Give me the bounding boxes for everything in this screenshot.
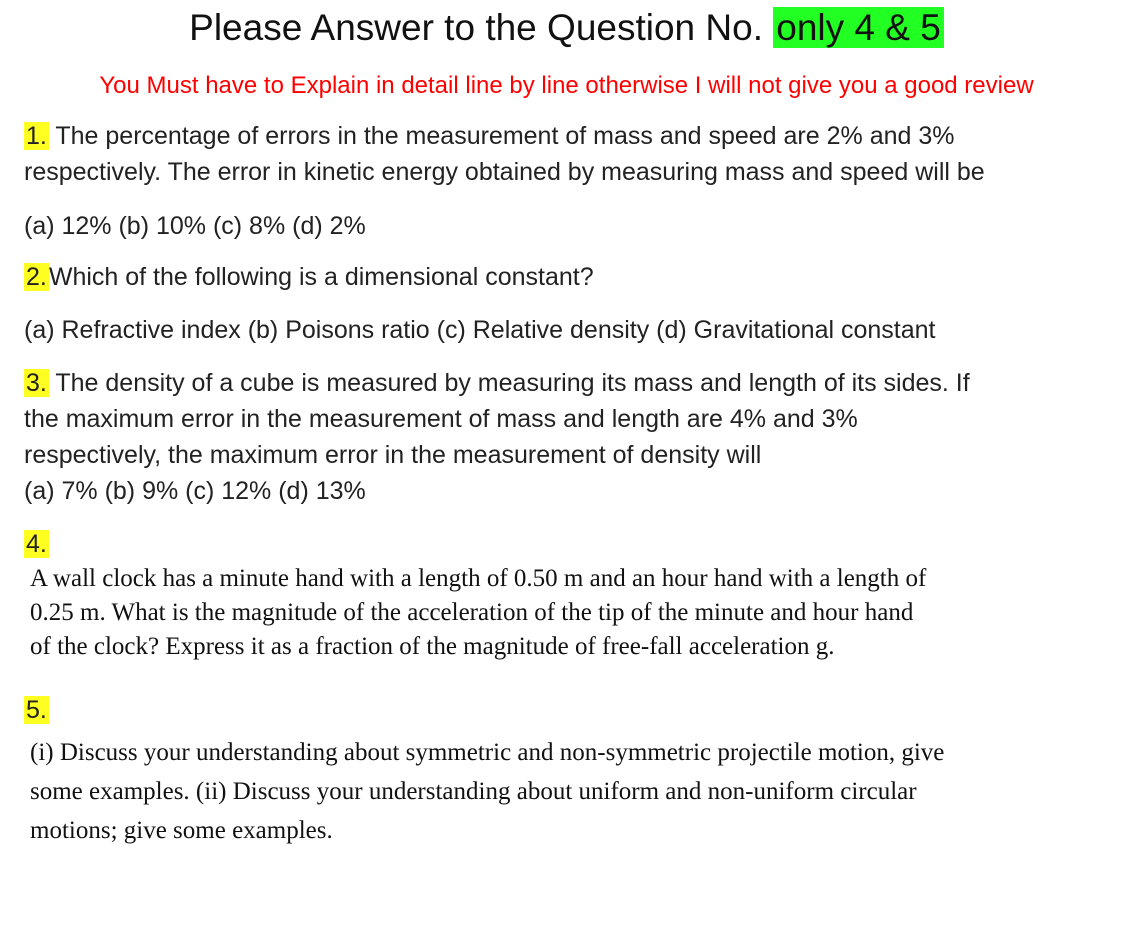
- question-1-options: [24, 208, 1114, 244]
- question-1-number: 1.: [26, 122, 47, 150]
- question-2-options: [24, 312, 1114, 348]
- question-1-text-1: The percentage of errors in the measurement of mass and speed are 2% and 3%: [55, 122, 955, 150]
- question-2-text-1: Which of the following is a dimensional constant?: [48, 263, 594, 291]
- question-5-number: 5.: [26, 696, 47, 724]
- question-5-line-1: (i) Discuss your understanding about symmetric and non-symmetric projectile motion, give: [30, 739, 945, 766]
- question-5-number-wrap: [24, 694, 49, 726]
- question-5: [30, 733, 1100, 850]
- question-2: [24, 259, 1114, 295]
- question-3-text-1: The density of a cube is measured by measuring its mass and length of its sides. If: [55, 369, 970, 397]
- question-4-line-1: A wall clock has a minute hand with a length of 0.50 m and an hour hand with a length of: [30, 565, 927, 592]
- question-5-line-3: motions; give some examples.: [30, 817, 333, 844]
- title-prefix: Please Answer to the Question No.: [189, 7, 763, 48]
- question-1-line-1: [24, 118, 1114, 154]
- question-4: [30, 562, 1100, 664]
- page-title: [0, 6, 1133, 50]
- question-3-line-2: the maximum error in the measurement of mass and length are 4% and 3%: [24, 405, 858, 433]
- question-1-line-2: respectively. The error in kinetic energy obtained by measuring mass and speed will be: [24, 158, 985, 186]
- question-3-number: 3.: [26, 369, 47, 397]
- warning-text: You Must have to Explain in detail line by line otherwise I will not give you a good review: [99, 72, 1034, 99]
- question-4-line-2: 0.25 m. What is the magnitude of the acceleration of the tip of the minute and hour hand: [30, 599, 914, 626]
- question-2-options-text: (a) Refractive index (b) Poisons ratio (c) Relative density (d) Gravitational constant: [24, 316, 936, 344]
- question-1-options-text: (a) 12% (b) 10% (c) 8% (d) 2%: [24, 212, 366, 240]
- question-5-line-2: some examples. (ii) Discuss your understanding about uniform and non-uniform circular: [30, 778, 917, 805]
- question-3: [24, 365, 1114, 509]
- question-2-number: 2.: [26, 263, 47, 291]
- question-4-line-3: of the clock? Express it as a fraction of the magnitude of free-fall acceleration g.: [30, 633, 835, 660]
- question-3-options-text: (a) 7% (b) 9% (c) 12% (d) 13%: [24, 477, 366, 505]
- question-1: [24, 118, 1114, 190]
- question-3-line-3: respectively, the maximum error in the measurement of density will: [24, 441, 762, 469]
- question-4-number-wrap: [24, 528, 49, 560]
- question-4-number: 4.: [26, 530, 47, 558]
- title-highlight: only 4 & 5: [773, 7, 944, 48]
